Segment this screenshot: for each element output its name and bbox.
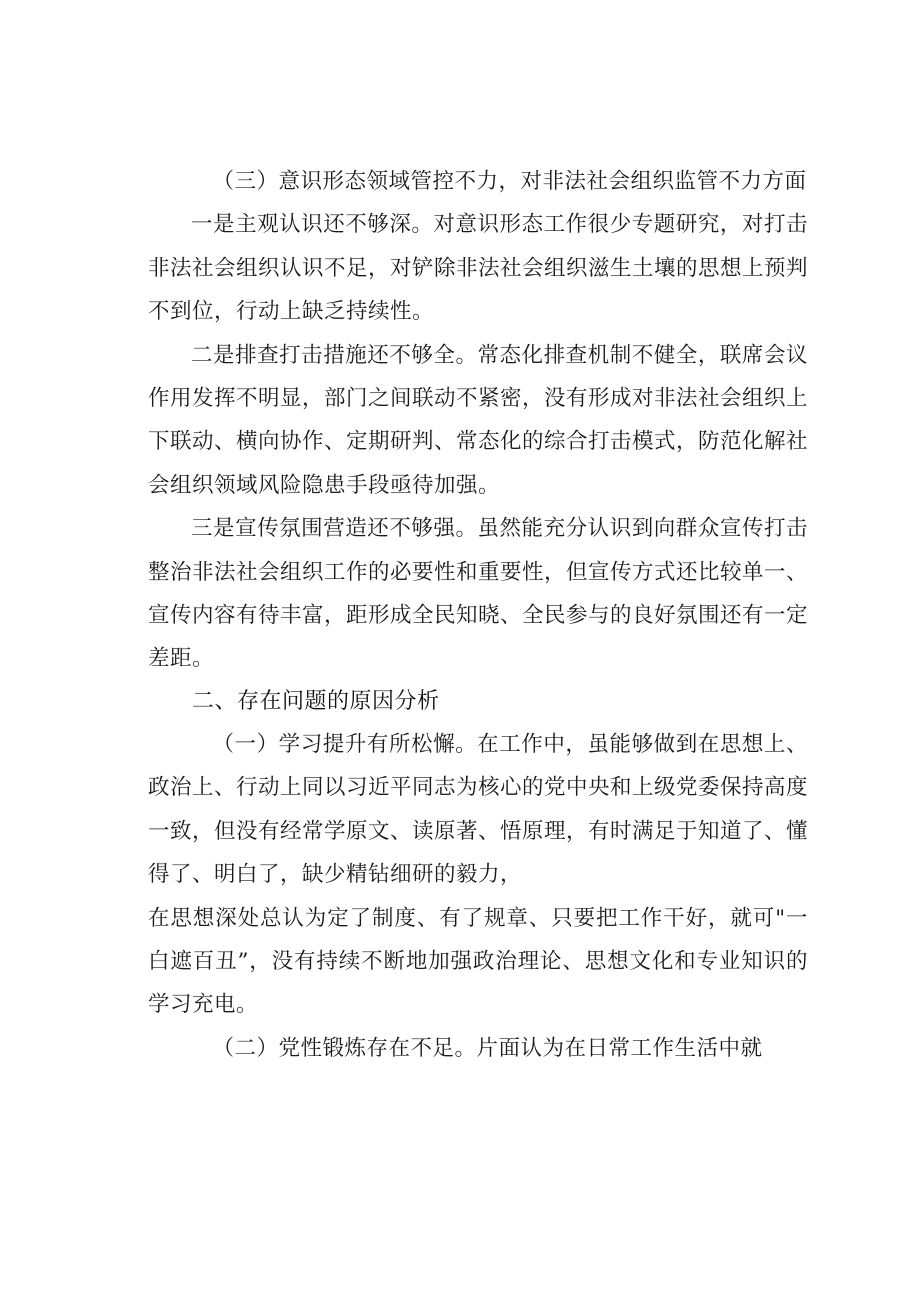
paragraph-cause-1-continued: 在思想深处总认为定了制度、有了规章、只要把工作干好，就可"一白遮百丑”，没有持续不断地加强政治理论、思想文化和专业知识的学习充电。 [148,905,808,1018]
paragraph-cause-2: （二）党性锻炼存在不足。片面认为在日常工作生活中就 [212,1035,763,1061]
paragraph-point-3: 三是宣传氛围营造还不够强。虽然能充分认识到向群众宣传打击整治非法社会组织工作的必要性和重要性，但宣传方式还比较单一、宣传内容有待丰富，距形成全民知晓、全民参与的良好氛围还有一定差距。 [148,516,809,672]
section-3-title: （三）意识形态领域管控不力，对非法社会组织监管不力方面 [212,169,807,194]
paragraph-cause-1: （一）学习提升有所松懈。在工作中，虽能够做到在思想上、政治上、行动上同以习近平同志为核心的党中央和上级党委保持高度一致，但没有经常学原文、读原著、悟原理，有时满足于知道了、懂得了、明白了，缺少精钻细研的毅力， [148,731,809,888]
document-body [148,160,808,1070]
section-heading-cause-analysis: 二、存在问题的原因分析 [192,688,440,714]
paragraph-point-2: 二是排查打击措施还不够全。常态化排查机制不健全，联席会议作用发挥不明显，部门之间联动不紧密，没有形成对非法社会组织上下联动、横向协作、定期研判、常态化的综合打击模式，防范化解社会组织领域风险隐患手段亟待加强。 [148,342,809,498]
paragraph-point-1: 一是主观认识还不够深。对意识形态工作很少专题研究，对打击非法社会组织认识不足，对铲除非法社会组织滋生土壤的思想上预判不到位，行动上缺乏持续性。 [148,212,809,325]
